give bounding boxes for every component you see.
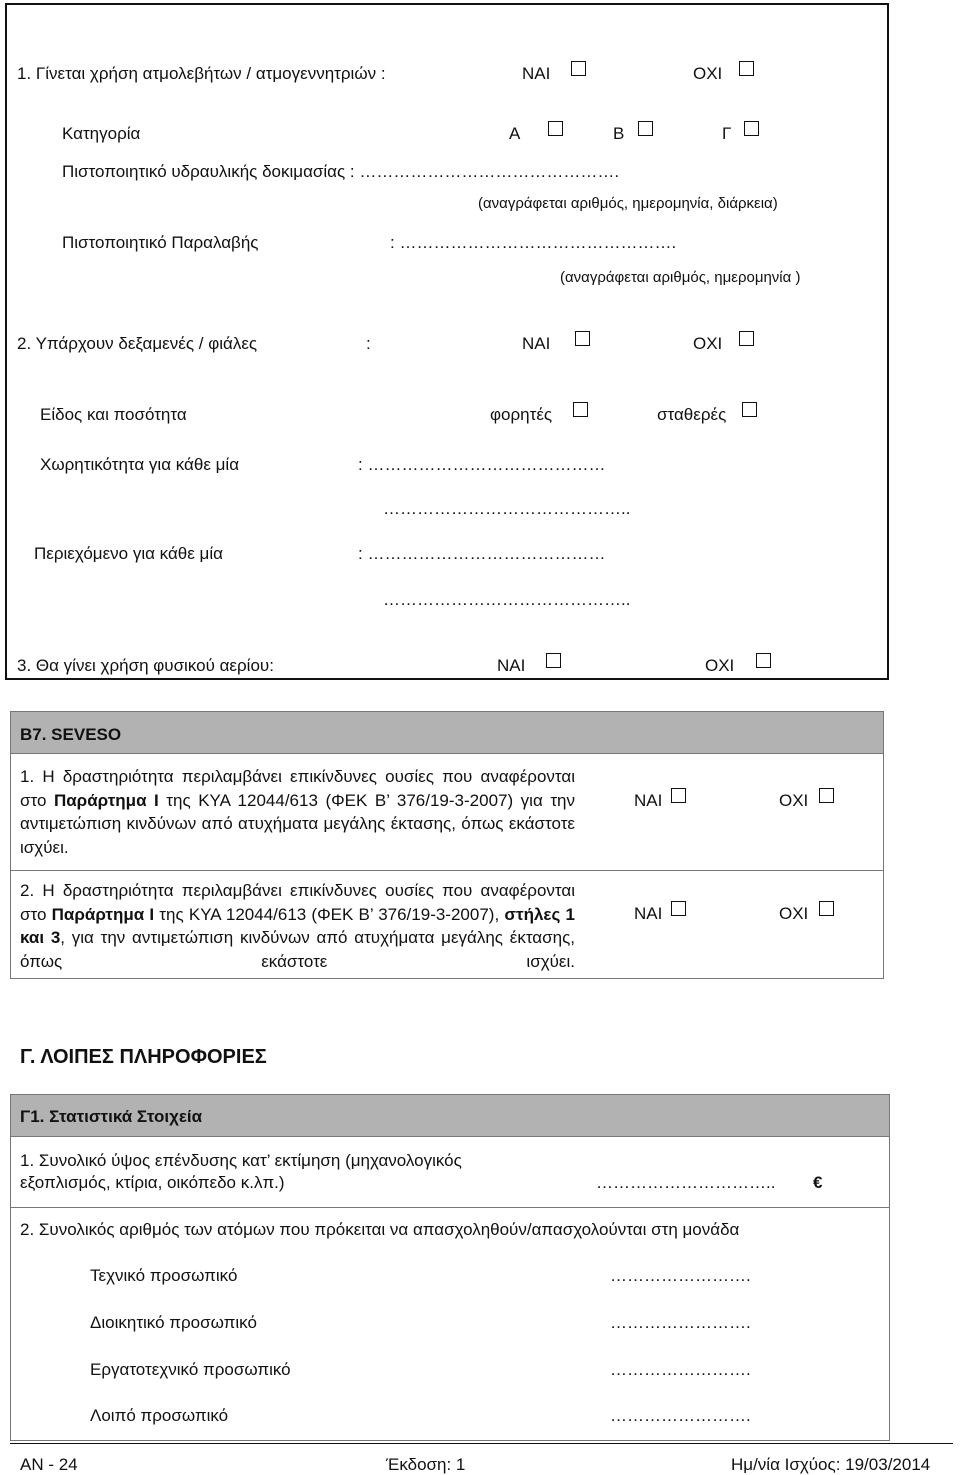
labor-staff-field[interactable]: ……………………. xyxy=(610,1360,751,1379)
fixed-checkbox[interactable] xyxy=(742,402,757,417)
hydraulic-cert-field[interactable]: Πιστοποιητικό υδραυλικής δοκιμασίας : ………………………………………. xyxy=(62,162,620,181)
footer-edition: Έκδοση: 1 xyxy=(386,1455,466,1474)
investment-label-line2: εξοπλισμός, κτίρια, οικόπεδο κ.λπ.) xyxy=(20,1173,285,1192)
other-staff-label: Λοιπό προσωπικό xyxy=(90,1406,229,1425)
labor-staff-label: Εργατοτεχνικό προσωπικό xyxy=(90,1360,291,1379)
euro-symbol: € xyxy=(813,1173,823,1192)
q3-label: 3. Θα γίνει χρήση φυσικού αερίου: xyxy=(17,656,274,675)
technical-staff-label: Τεχνικό προσωπικό xyxy=(90,1266,238,1285)
technical-staff-field[interactable]: ……………………. xyxy=(610,1266,751,1285)
staff-question: 2. Συνολικός αριθμός των ατόμων που πρόκειται να απασχοληθούν/απασχολούνται στη μονάδα xyxy=(20,1220,740,1239)
capacity-label: Χωρητικότητα για κάθε μία xyxy=(40,455,240,474)
investment-field[interactable]: ………………………….. xyxy=(596,1173,776,1192)
portable-label: φορητές xyxy=(490,405,553,424)
footer-page-number: ΑΝ - 24 xyxy=(20,1455,78,1474)
seveso-item-1-no-label: ΟΧΙ xyxy=(779,791,809,810)
seveso-item-2-no-checkbox[interactable] xyxy=(819,901,834,916)
q3-no-checkbox[interactable] xyxy=(756,653,771,668)
admin-staff-label: Διοικητικό προσωπικό xyxy=(90,1313,257,1332)
other-staff-field[interactable]: ……………………. xyxy=(610,1406,751,1425)
capacity-field-line2[interactable]: …………………………………….. xyxy=(383,499,631,518)
content-field-line2[interactable]: …………………………………….. xyxy=(383,590,631,609)
seveso-item-1: 1. Η δραστηριότητα περιλαμβάνει επικίνδυνες ουσίες που αναφέρονται στο Παράρτημα Ι της ΚΥΑ 12044/613 (ΦΕΚ Β’ 376/19-3-2007) για την αντιμετώπιση κινδύνων από ατυχήματα μεγάλης έκτασης, όπως εκάστοτε ισχύει. xyxy=(20,767,575,857)
receipt-cert-field[interactable]: : …………………………………………. xyxy=(390,233,677,252)
seveso-divider xyxy=(10,870,884,871)
seveso-item-2: 2. Η δραστηριότητα περιλαμβάνει επικίνδυνες ουσίες που αναφέρονται στο Παράρτημα Ι της ΚΥΑ 12044/613 (ΦΕΚ Β’ 376/19-3-2007), στήλες 1 και 3, για την αντιμετώπιση κινδύνων από ατυχήματα μεγάλης έκτασης, όπως εκάστοτε ισχύει. xyxy=(20,881,575,971)
category-g-label: Γ xyxy=(722,124,732,143)
category-label: Κατηγορία xyxy=(62,124,141,143)
q2-no-checkbox[interactable] xyxy=(739,331,754,346)
receipt-cert-label: Πιστοποιητικό Παραλαβής xyxy=(62,233,259,252)
category-b-checkbox[interactable] xyxy=(638,121,653,136)
q3-no-label: ΟΧΙ xyxy=(705,656,735,675)
stats-divider xyxy=(10,1207,890,1208)
content-label: Περιεχόμενο για κάθε μία xyxy=(34,544,223,563)
receipt-cert-note: (αναγράφεται αριθμός, ημερομηνία ) xyxy=(560,269,801,286)
category-g-checkbox[interactable] xyxy=(744,121,759,136)
hydraulic-cert-note: (αναγράφεται αριθμός, ημερομηνία, διάρκεια) xyxy=(478,195,778,212)
seveso-header xyxy=(10,711,884,754)
portable-checkbox[interactable] xyxy=(573,402,588,417)
seveso-item-2-no-label: ΟΧΙ xyxy=(779,904,809,923)
content-field[interactable]: : …………………………………… xyxy=(358,544,606,563)
footer-valid-date: Ημ/νία Ισχύος: 19/03/2014 xyxy=(731,1455,931,1474)
capacity-field[interactable]: : …………………………………… xyxy=(358,455,606,474)
seveso-title: Β7. SEVESO xyxy=(20,725,122,744)
other-info-title: Γ. ΛΟΙΠΕΣ ΠΛΗΡΟΦΟΡΙΕΣ xyxy=(20,1046,267,1068)
q1-no-checkbox[interactable] xyxy=(739,61,754,76)
q2-yes-checkbox[interactable] xyxy=(575,331,590,346)
q3-yes-label: ΝΑΙ xyxy=(497,656,526,675)
type-qty-label: Είδος και ποσότητα xyxy=(40,405,187,424)
q2-colon: : xyxy=(366,334,371,353)
q3-yes-checkbox[interactable] xyxy=(546,653,561,668)
investment-label-line1: 1. Συνολικό ύψος επένδυσης κατ’ εκτίμηση (μηχανολογικός xyxy=(20,1151,462,1170)
seveso-item-1-yes-label: ΝΑΙ xyxy=(634,791,663,810)
q2-label: 2. Υπάρχουν δεξαμενές / φιάλες xyxy=(17,334,258,353)
seveso-item-1-yes-checkbox[interactable] xyxy=(671,788,686,803)
category-a-label: Α xyxy=(509,124,521,143)
q2-no-label: ΟΧΙ xyxy=(693,334,723,353)
category-a-checkbox[interactable] xyxy=(548,121,563,136)
q1-label: 1. Γίνεται χρήση ατμολεβήτων / ατμογεννητριών : xyxy=(17,64,386,83)
seveso-item-1-no-checkbox[interactable] xyxy=(819,788,834,803)
admin-staff-field[interactable]: ……………………. xyxy=(610,1313,751,1332)
seveso-item-2-yes-label: ΝΑΙ xyxy=(634,904,663,923)
seveso-item-2-yes-checkbox[interactable] xyxy=(671,901,686,916)
category-b-label: Β xyxy=(613,124,625,143)
q2-yes-label: ΝΑΙ xyxy=(522,334,551,353)
q1-no-label: ΟΧΙ xyxy=(693,64,723,83)
fixed-label: σταθερές xyxy=(657,405,727,424)
q1-yes-label: ΝΑΙ xyxy=(522,64,551,83)
footer-rule xyxy=(10,1443,953,1444)
stats-title: Γ1. Στατιστικά Στοιχεία xyxy=(20,1107,203,1126)
q1-yes-checkbox[interactable] xyxy=(571,61,586,76)
